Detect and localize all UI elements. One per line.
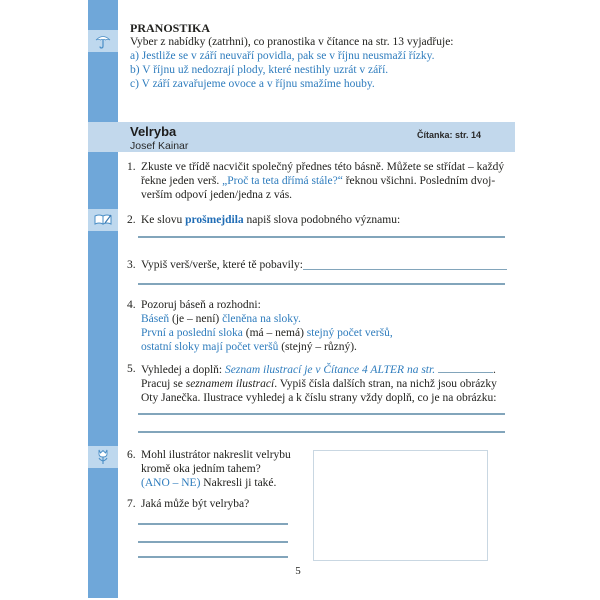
exercise-7-answer-line-1[interactable] [138, 523, 288, 525]
yes-no-choice: (ANO – NE) [141, 477, 201, 489]
exercise-2-text: Ke slovu prošmejdila napiš slova podobného významu: [141, 214, 401, 226]
exercise-6-line2: kromě oka jedním tahem? [141, 463, 261, 475]
exercise-2-answer-line[interactable] [138, 236, 505, 238]
exercise-1-line3: verším odpoví jeden/jedna z vás. [141, 189, 293, 201]
exercise-5-answer-line-2[interactable] [138, 431, 505, 433]
exercise-6-line1: Mohl ilustrátor nakreslit velrybu [141, 449, 291, 461]
exercise-6 [127, 448, 325, 490]
exercise-1 [127, 160, 507, 202]
page-number: 5 [295, 565, 301, 577]
exercise-3-text: Vypiš verš/verše, které tě pobavily: [141, 259, 303, 271]
exercise-3-number: 3. [127, 259, 136, 271]
exercise-5-inline-blank[interactable] [438, 362, 493, 373]
illustration-list-phrase: Seznam ilustrací je v Čítance 4 ALTER na str. [225, 364, 436, 376]
chapter-author: Josef Kainar [130, 140, 189, 152]
exercise-5 [127, 362, 507, 405]
exercise-4-intro: Pozoruj báseň a rozhodni: [141, 299, 261, 311]
exercise-4-line3[interactable]: ostatní sloky mají počet veršů (stejný – různý). [141, 341, 357, 353]
exercise-5-line2: Pracuj se seznamem ilustrací. Vypiš čísla dalších stran, na nichž jsou obrázky [141, 378, 497, 390]
exercise-5-number: 5. [127, 363, 136, 375]
chapter-header [88, 122, 515, 152]
pranostika-option-b[interactable]: b) V říjnu už nedozrají plody, které nestihly uzrát v září. [130, 64, 389, 76]
exercise-4-line1[interactable]: Báseň (je – není) členěna na sloky. [141, 313, 301, 325]
pranostika-option-a[interactable]: a) Jestliže se v září neuvaří povidla, pak se v říjnu neusmaží řízky. [130, 50, 435, 62]
exercise-1-number: 1. [127, 161, 136, 173]
tulip-icon [95, 448, 111, 466]
tulip-icon-band [88, 446, 118, 468]
exercise-6-number: 6. [127, 449, 136, 461]
exercise-1-line2: řekne jeden verš. „Proč ta teta dřímá stále?“ řeknou všichni. Posledním dvoj- [141, 175, 496, 187]
exercise-3-answer-line[interactable] [138, 283, 505, 285]
exercise-3 [127, 258, 507, 272]
exercise-6-line3[interactable]: (ANO – NE) Nakresli ji také. [141, 477, 277, 489]
exercise-7-answer-line-2[interactable] [138, 541, 288, 543]
exercise-7-text: Jaká může být velryba? [141, 498, 250, 510]
exercise-4 [127, 298, 507, 354]
exercise-5-line1: Vyhledej a doplň: Seznam ilustrací je v Čítance 4 ALTER na str. . [141, 364, 496, 376]
reader-page-reference: Čítanka: str. 14 [416, 130, 481, 140]
exercise-2-number: 2. [127, 214, 136, 226]
pranostika-title: PRANOSTIKA [130, 21, 211, 35]
exercise-5-answer-line-1[interactable] [138, 413, 505, 415]
pranostika-option-c[interactable]: c) V září zavařujeme ovoce a v říjnu smažíme houby. [130, 78, 375, 90]
pranostika-intro: Vyber z nabídky (zatrhni), co pranostika v čítance na str. 13 vyjadřuje: [130, 36, 454, 48]
sidebar-strip [88, 0, 118, 598]
exercise-4-number: 4. [127, 299, 136, 311]
drawing-box[interactable] [313, 450, 488, 561]
exercise-2 [127, 213, 507, 227]
pranostika-section [130, 21, 510, 91]
highlighted-word: prošmejdila [185, 214, 244, 226]
quoted-verse: „Proč ta teta dřímá stále?“ [222, 175, 343, 187]
exercise-7-answer-line-3[interactable] [138, 556, 288, 558]
exercise-5-line3: Oty Janečka. Ilustrace vyhledej a k číslu strany vždy doplň, co je na obrázku: [141, 392, 497, 404]
exercise-4-line2[interactable]: První a poslední sloka (má – nemá) stejný počet veršů, [141, 327, 393, 339]
book-icon-band [88, 209, 118, 231]
exercise-1-line1: Zkuste ve třídě nacvičit společný přednes této básně. Můžete se střídat – každý [141, 161, 505, 173]
umbrella-icon-band [88, 30, 118, 52]
open-book-pen-icon [93, 212, 113, 228]
chapter-title: Velryba [130, 124, 177, 139]
umbrella-icon [94, 32, 112, 50]
exercise-7-number: 7. [127, 498, 136, 510]
exercise-3-inline-blank[interactable] [303, 258, 507, 270]
